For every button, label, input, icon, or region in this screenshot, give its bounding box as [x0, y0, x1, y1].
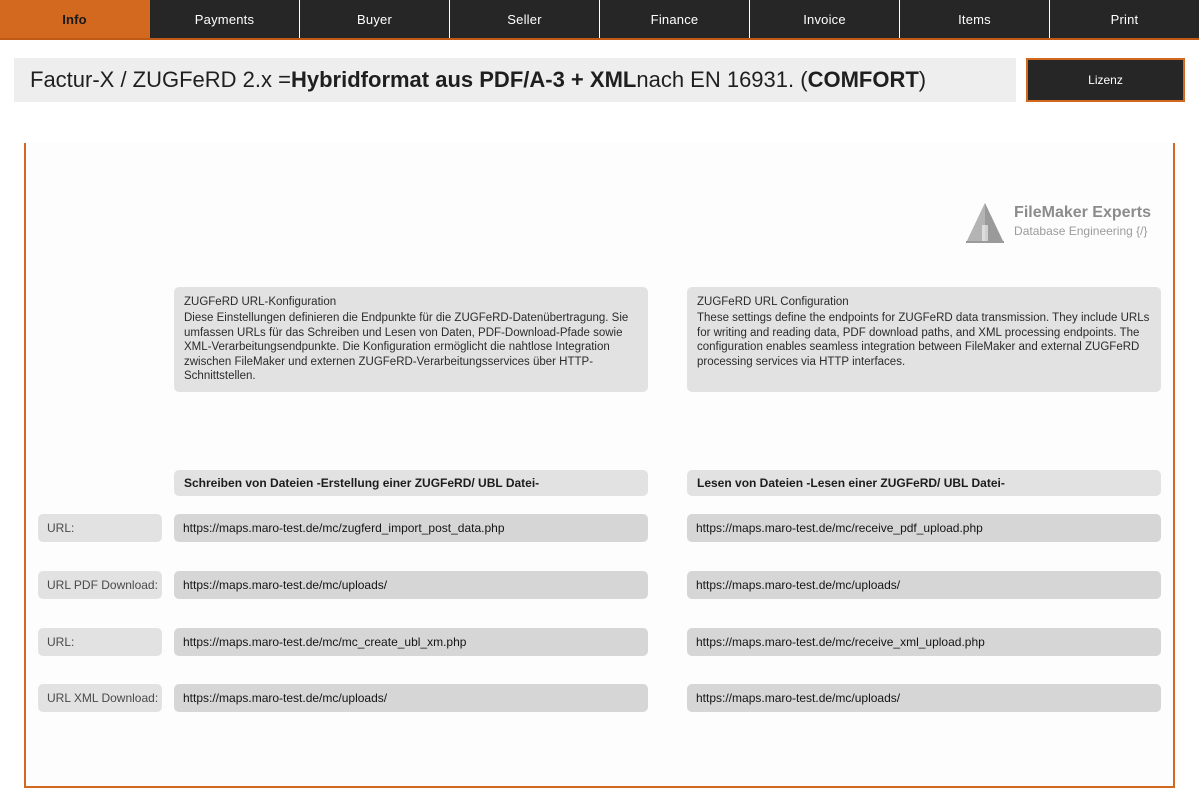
- field-label-url-xml: URL:: [38, 628, 162, 656]
- description-title-de: ZUGFeRD URL-Konfiguration: [184, 296, 337, 308]
- field-value-pdf-download-write[interactable]: https://maps.maro-test.de/mc/uploads/: [174, 571, 648, 599]
- license-button-label: Lizenz: [1088, 73, 1123, 87]
- tab-seller[interactable]: [450, 0, 600, 38]
- field-value-pdf-download-read[interactable]: https://maps.maro-test.de/mc/uploads/: [687, 571, 1161, 599]
- field-value-url-xml-read[interactable]: https://maps.maro-test.de/mc/receive_xml_upload.php: [687, 628, 1161, 656]
- headline-strong-profile: COMFORT: [807, 67, 919, 92]
- tab-items[interactable]: [900, 0, 1050, 38]
- tab-info[interactable]: [0, 0, 150, 38]
- brand-name: FileMaker Experts: [1014, 204, 1151, 221]
- tab-invoice[interactable]: [750, 0, 900, 38]
- brand-block: [966, 201, 1151, 243]
- headline-banner: [14, 58, 1016, 102]
- field-label-xml-download: URL XML Download:: [38, 684, 162, 712]
- main-tab-bar: [0, 0, 1199, 40]
- headline-prefix: Factur-X / ZUGFeRD 2.x =: [30, 67, 291, 92]
- description-body-de: Diese Einstellungen definieren die Endpunkte für die ZUGFeRD-Datenübertragung. Sie umfassen URLs für das Schreiben und Lesen von Daten, PDF-Download-Pfade sowie XML-Verarbeitungsendpunkte. Die Konfiguration ermöglicht die nahtlose Integration zwischen FileMaker und externen ZUGFeRD-Verarbeitungsservices über HTTP-Schnittstellen.: [184, 312, 629, 382]
- tab-print[interactable]: [1050, 0, 1199, 38]
- field-value-url-read[interactable]: https://maps.maro-test.de/mc/receive_pdf_upload.php: [687, 514, 1161, 542]
- section-header-write: Schreiben von Dateien -Erstellung einer ZUGFeRD/ UBL Datei-: [174, 470, 648, 496]
- tab-payments[interactable]: [150, 0, 300, 38]
- field-value-url-xml-write[interactable]: https://maps.maro-test.de/mc/mc_create_ubl_xm.php: [174, 628, 648, 656]
- brand-tagline: Database Engineering {/}: [1014, 224, 1148, 238]
- description-body-en: These settings define the endpoints for ZUGFeRD data transmission. They include URLs for writing and reading data, PDF download paths, and XML processing endpoints. The configuration enables seamless integration between FileMaker and external ZUGFeRD processing services via HTTP interfaces.: [697, 312, 1150, 368]
- preferences-panel: [24, 143, 1175, 788]
- license-button[interactable]: [1026, 58, 1185, 102]
- section-header-read: Lesen von Dateien -Lesen einer ZUGFeRD/ UBL Datei-: [687, 470, 1161, 496]
- tab-payments-label: Payments: [194, 11, 255, 27]
- description-box-de: [174, 287, 648, 392]
- headline-middle: nach EN 16931. (: [636, 67, 808, 92]
- headline-suffix: ): [918, 67, 927, 92]
- field-label-url-write: URL:: [38, 514, 162, 542]
- field-value-url-write[interactable]: https://maps.maro-test.de/mc/zugferd_import_post_data.php: [174, 514, 648, 542]
- tab-info-label: Info: [62, 11, 87, 27]
- field-value-xml-download-write[interactable]: https://maps.maro-test.de/mc/uploads/: [174, 684, 648, 712]
- tab-finance-label: Finance: [650, 11, 699, 27]
- description-title-en: ZUGFeRD URL Configuration: [697, 296, 849, 308]
- tab-buyer-label: Buyer: [357, 11, 392, 27]
- tab-items-label: Items: [958, 11, 991, 27]
- field-label-pdf-download: URL PDF Download:: [38, 571, 162, 599]
- tab-buyer[interactable]: [300, 0, 450, 38]
- brand-text: [1014, 204, 1151, 240]
- mountain-logo-icon: [966, 201, 1004, 243]
- tab-seller-label: Seller: [507, 11, 542, 27]
- tab-invoice-label: Invoice: [803, 11, 846, 27]
- field-value-xml-download-read[interactable]: https://maps.maro-test.de/mc/uploads/: [687, 684, 1161, 712]
- tab-finance[interactable]: [600, 0, 750, 38]
- description-box-en: [687, 287, 1161, 392]
- tab-print-label: Print: [1110, 11, 1139, 27]
- headline-row: [14, 58, 1185, 102]
- headline-strong-format: Hybridformat aus PDF/A-3 + XML: [291, 67, 637, 92]
